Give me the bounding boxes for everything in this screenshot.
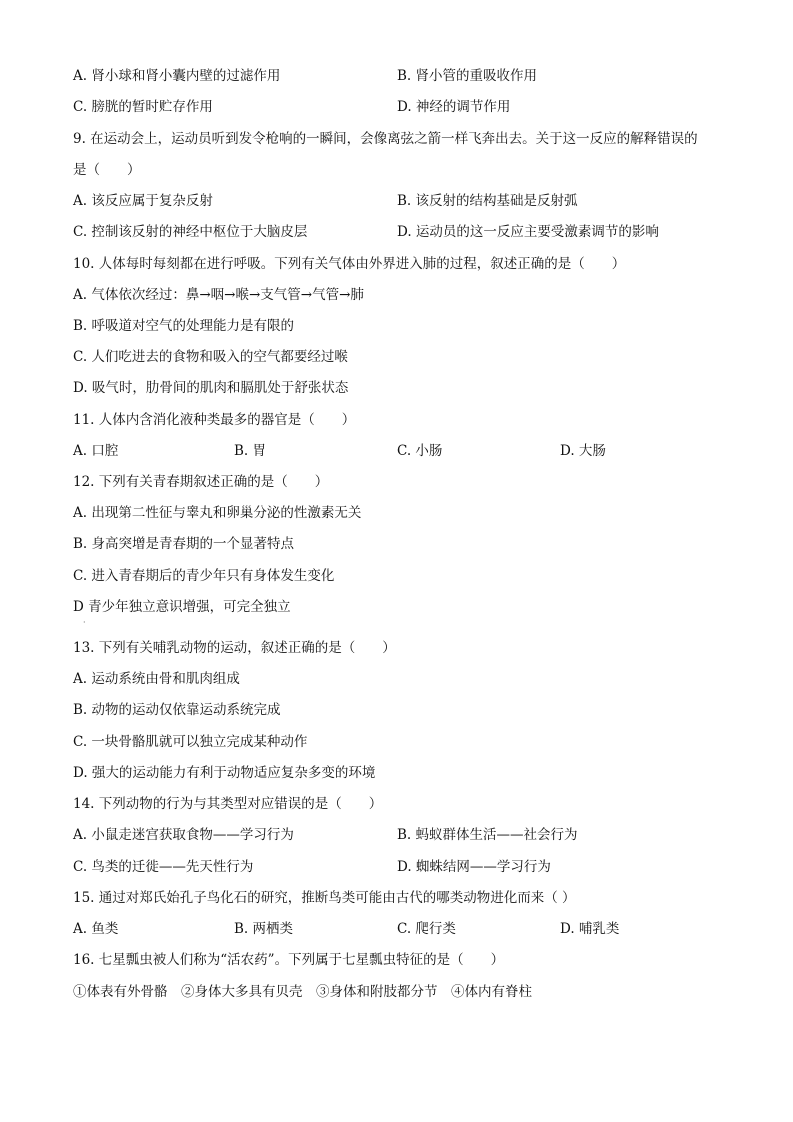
q10-option-b: B. 呼吸道对空气的处理能力是有限的 [73, 318, 295, 334]
q9-stem-line-2: 是（ ） [73, 162, 141, 178]
q9-option-a: A. 该反应属于复杂反射 [73, 193, 213, 209]
q10-option-c: C. 人们吃进去的食物和吸入的空气都要经过喉 [73, 349, 348, 365]
q16-stem: 16. 七星瓢虫被人们称为“活农药”。下列属于七星瓢虫特征的是（ ） [73, 952, 505, 968]
q12-option-d: D 青少年独立意识增强，可完全独立 [73, 599, 291, 615]
q10-stem: 10. 人体每时每刻都在进行呼吸。下列有关气体由外界进入肺的过程，叙述正确的是（ ） [73, 256, 626, 272]
q13-option-c: C. 一块骨骼肌就可以独立完成某种动作 [73, 734, 308, 750]
q9-option-c: C. 控制该反射的神经中枢位于大脑皮层 [73, 224, 308, 240]
q15-option-a: A. 鱼类 [73, 921, 119, 937]
q11-option-b: B. 胃 [234, 443, 267, 459]
q14-option-d: D. 蜘蛛结网——学习行为 [397, 859, 551, 875]
q13-option-b: B. 动物的运动仅依靠运动系统完成 [73, 702, 281, 718]
q11-stem: 11. 人体内含消化液种类最多的器官是（ ） [73, 412, 356, 428]
q8-option-a: A. 肾小球和肾小囊内壁的过滤作用 [73, 68, 281, 84]
q11-option-d: D. 大肠 [560, 443, 606, 459]
q14-option-c: C. 鸟类的迁徙——先天性行为 [73, 859, 254, 875]
q11-option-c: C. 小肠 [397, 443, 443, 459]
stray-dot-mark: · [83, 618, 86, 627]
q9-option-d: D. 运动员的这一反应主要受激素调节的影响 [397, 224, 659, 240]
q16-statements: ①体表有外骨骼 ②身体大多具有贝壳 ③身体和附肢都分节 ④体内有脊柱 [73, 984, 532, 1000]
q15-option-c: C. 爬行类 [397, 921, 456, 937]
q8-option-b: B. 肾小管的重吸收作用 [397, 68, 538, 84]
q12-stem: 12. 下列有关青春期叙述正确的是（ ） [73, 474, 329, 490]
q14-stem: 14. 下列动物的行为与其类型对应错误的是（ ） [73, 796, 383, 812]
q12-option-a: A. 出现第二性征与睾丸和卵巢分泌的性激素无关 [73, 505, 362, 521]
q13-stem: 13. 下列有关哺乳动物的运动，叙述正确的是（ ） [73, 640, 396, 656]
q13-option-d: D. 强大的运动能力有利于动物适应复杂多变的环境 [73, 765, 376, 781]
q13-option-a: A. 运动系统由骨和肌肉组成 [73, 671, 240, 687]
q8-option-c: C. 膀胱的暂时贮存作用 [73, 99, 213, 115]
q9-stem-line-1: 9. 在运动会上，运动员听到发令枪响的一瞬间，会像离弦之箭一样飞奔出去。关于这一反应的解释错误的 [73, 131, 698, 147]
q12-option-b: B. 身高突增是青春期的一个显著特点 [73, 536, 295, 552]
q10-option-d: D. 吸气时，肋骨间的肌肉和膈肌处于舒张状态 [73, 380, 349, 396]
q9-option-b: B. 该反射的结构基础是反射弧 [397, 193, 578, 209]
q15-stem: 15. 通过对郑氏始孔子鸟化石的研究，推断鸟类可能由古代的哪类动物进化而来（ ） [73, 890, 576, 906]
q10-option-a: A. 气体依次经过：鼻→咽→喉→支气管→气管→肺 [73, 287, 364, 303]
q15-option-b: B. 两栖类 [234, 921, 294, 937]
q14-option-b: B. 蚂蚁群体生活——社会行为 [397, 827, 578, 843]
q8-option-d: D. 神经的调节作用 [397, 99, 511, 115]
q11-option-a: A. 口腔 [73, 443, 119, 459]
q12-option-c: C. 进入青春期后的青少年只有身体发生变化 [73, 568, 335, 584]
q14-option-a: A. 小鼠走迷宫获取食物——学习行为 [73, 827, 294, 843]
q15-option-d: D. 哺乳类 [560, 921, 620, 937]
